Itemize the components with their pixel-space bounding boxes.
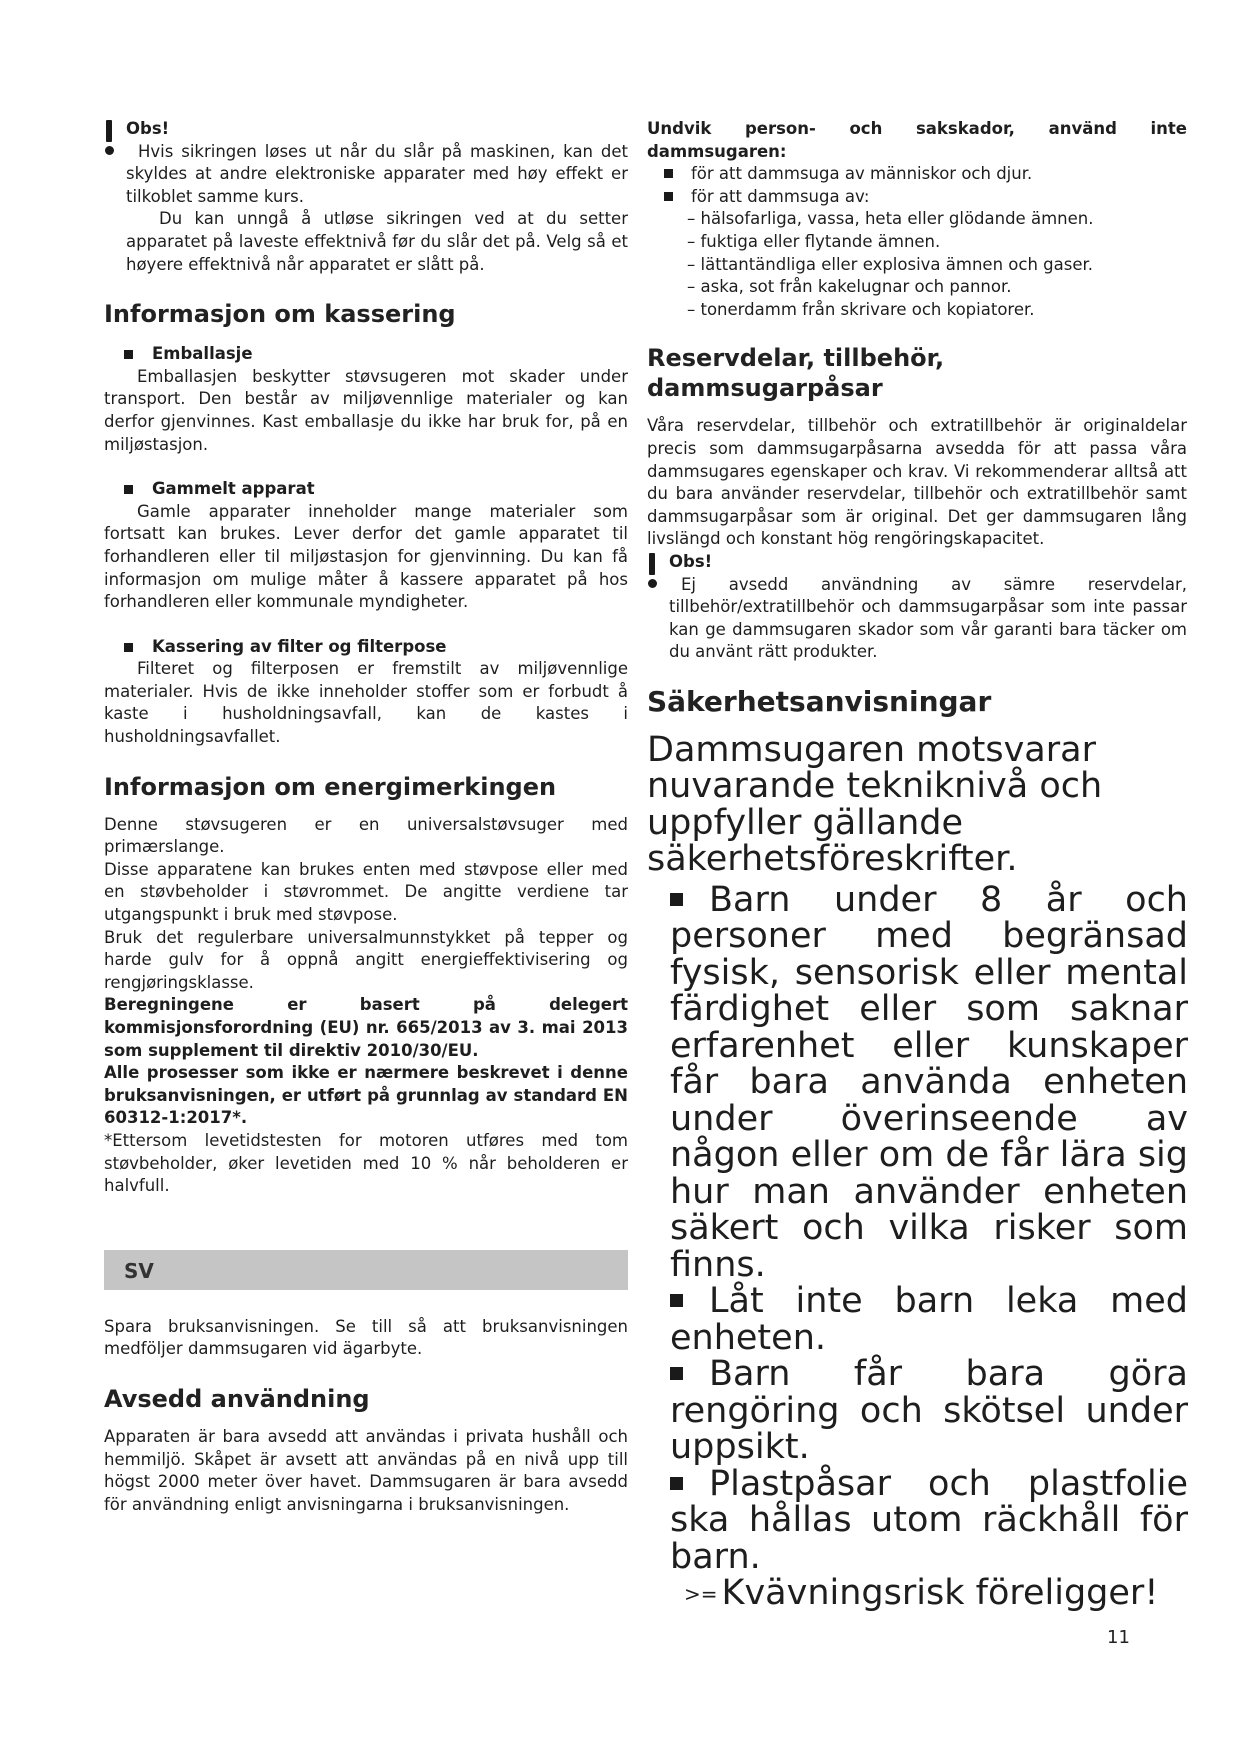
exclamation-icon — [645, 553, 659, 593]
kassering-item-text: Filteret og filterposen er fremstilt av miljøvennlige materialer. Hvis de ikke inneholder stoffer som er forbudt å kaste i husholdningsavfall, kan de kastes i husholdningsavfallet. — [104, 659, 628, 747]
reservdelar-text: Våra reservdelar, tillbehör och extratillbehör är originaldelar precis som dammsugarpåsarna avsedda för att passa våra dammsugares egenskaper och krav. Vi rekommenderar alltså att du bara använder reservdelar, tillbehör och extratillbehör samt dammsugarpåsar som är original. Det ger dammsugaren lång livslängd och konstant hög rengöringskapacitet. — [647, 416, 1187, 549]
safety-list — [647, 879, 1188, 1614]
bullet-square-icon — [664, 192, 673, 201]
heading-reservdelar: Reservdelar, tillbehör, dammsugarpåsar — [647, 344, 945, 403]
bullet-square-icon — [670, 1477, 683, 1490]
exclamation-icon — [102, 120, 116, 160]
right-column — [647, 118, 1187, 1613]
energi-paragraph: Bruk det regulerbare universalmunnstykket på tepper og harde gulv for å oppnå angitt energieffektivisering og rengjøringsklasse. — [104, 927, 628, 992]
kassering-item-text: Emballasjen beskytter støvsugeren mot skader under transport. Den består av miljøvennlige materialer og kan derfor gjenvinnes. Kast emballasje du ikke har bruk for, på en miljøstasjon. — [104, 366, 628, 454]
heading-energimerking: Informasjon om energimerkingen — [104, 772, 557, 801]
heading-kassering: Informasjon om kassering — [104, 300, 456, 329]
page-number: 11 — [1107, 1627, 1130, 1648]
arrow-icon: >= — [684, 1582, 718, 1607]
bullet-square-icon — [124, 485, 133, 494]
kassering-item — [104, 478, 628, 614]
undvik-item: för att dammsuga av: — [647, 186, 1187, 209]
bullet-square-icon — [670, 1294, 683, 1307]
left-column — [104, 118, 628, 1516]
undvik-dash-item: – aska, sot från kakelugnar och pannor. — [687, 277, 1012, 297]
obs-title: Obs! — [126, 119, 170, 138]
kassering-item — [104, 343, 628, 456]
undvik-dash-item: – hälsofarliga, vassa, heta eller glödande ämnen. — [687, 209, 1094, 229]
energi-bold-note: Alle prosesser som ikke er nærmere beskrevet i denne bruksanvisningen, er utført på grunnlag av standard EN 60312-1:2017*. — [104, 1063, 628, 1128]
undvik-title: Undvik person- och sakskador, använd inte dammsugaren: — [647, 119, 1187, 161]
obs-paragraph-2: Du kan unngå å utløse sikringen ved at du setter apparatet på laveste effektnivå før du slår det på. Velg så et høyere effektnivå når apparatet er slått på. — [126, 209, 628, 274]
energi-bold-note: Beregningene er basert på delegert kommisjonsforordning (EU) nr. 665/2013 av 3. mai 2013 som supplement til direktiv 2010/30/EU. — [104, 995, 628, 1060]
energi-paragraph: Disse apparatene kan brukes enten med støvpose eller med en støvbeholder i støvrommet. De angitte verdiene tar utgangspunkt i bruk med støvpose. — [104, 859, 628, 925]
kassering-item — [104, 636, 628, 749]
safety-item: Barn får bara göra rengöring och skötsel under uppsikt. — [670, 1354, 1188, 1468]
kassering-item-title: Kassering av filter og filterpose — [104, 636, 628, 659]
energi-paragraph: Denne støvsugeren er en universalstøvsuger med primærslange. — [104, 814, 628, 857]
obs-warning-swedish — [647, 551, 1187, 664]
choking-risk-note: >= Kvävningsrisk föreligger! — [684, 1573, 1159, 1614]
kassering-item-title: Emballasje — [104, 343, 628, 366]
undvik-dash-item: – tonerdamm från skrivare och kopiatorer. — [687, 299, 1035, 319]
obs-warning-norwegian — [104, 118, 628, 276]
obs-title: Obs! — [669, 551, 713, 571]
language-band — [104, 1250, 628, 1290]
bullet-square-icon — [124, 643, 133, 652]
obs-text: Ej avsedd användning av sämre reservdelar, tillbehör/extratillbehör och dammsugarpåsar som inte passar kan ge dammsugaren skador som vår garanti bara täcker om du använt rätt produkter. — [669, 574, 1187, 662]
bullet-square-icon — [124, 350, 133, 359]
undvik-dash-item: – fuktiga eller flytande ämnen. — [687, 231, 941, 251]
kassering-item-title: Gammelt apparat — [104, 478, 628, 501]
undvik-item: för att dammsuga av människor och djur. — [647, 163, 1187, 186]
language-label: SV — [124, 1258, 154, 1283]
safety-item: Låt inte barn leka med enheten. — [670, 1281, 1188, 1358]
undvik-dash-item: – lättantändliga eller explosiva ämnen och gaser. — [687, 254, 1093, 274]
kassering-item-text: Gamle apparater inneholder mange materialer som fortsatt kan brukes. Lever derfor det gamle apparatet til forhandleren eller til miljøstasjon for gjenvinning. Du kan få informasjon om mulige måter å kassere apparatet på hos forhandleren eller kommunale myndigheter. — [104, 501, 628, 612]
bullet-square-icon — [670, 893, 683, 906]
energi-section — [104, 814, 628, 1198]
obs-paragraph-1: Hvis sikringen løses ut når du slår på maskinen, kan det skyldes at andre elektroniske apparater med høy effekt er tilkoblet samme kurs. — [126, 141, 628, 206]
safety-item: Barn under 8 år och personer med begränsad fysisk, sensorisk eller mental färdighet eller som saknar erfarenhet eller kunskaper får bara använda enheten under överinseende av någon eller om de får lära sig hur man använder enheten säkert och vilka risker som finns. — [670, 879, 1188, 1285]
bullet-square-icon — [670, 1367, 683, 1380]
avsedd-text: Apparaten är bara avsedd att användas i privata hushåll och hemmiljö. Skåpet är avsett att användas på en nivå upp till högst 2000 meter över havet. Dammsugaren är bara avsedd för användning enligt anvisningarna i bruksanvisningen. — [104, 1426, 628, 1514]
energi-footnote: *Ettersom levetidstesten for motoren utføres med tom støvbeholder, øker levetiden med 10 % når beholderen er halvfull. — [104, 1130, 628, 1196]
bullet-square-icon — [664, 169, 673, 178]
heading-avsedd-anvandning: Avsedd användning — [104, 1384, 370, 1413]
safety-item: Plastpåsar och plastfolie ska hållas utom räckhåll för barn. — [670, 1463, 1188, 1577]
heading-sakerhetsanvisningar: Säkerhetsanvisningar — [647, 684, 992, 718]
safety-intro: Dammsugaren motsvarar nuvarande tekniknivå och uppfyller gällande säkerhetsföreskrifter. — [647, 729, 1103, 880]
spara-text: Spara bruksanvisningen. Se till så att bruksanvisningen medföljer dammsugaren vid ägarbyte. — [104, 1316, 628, 1359]
